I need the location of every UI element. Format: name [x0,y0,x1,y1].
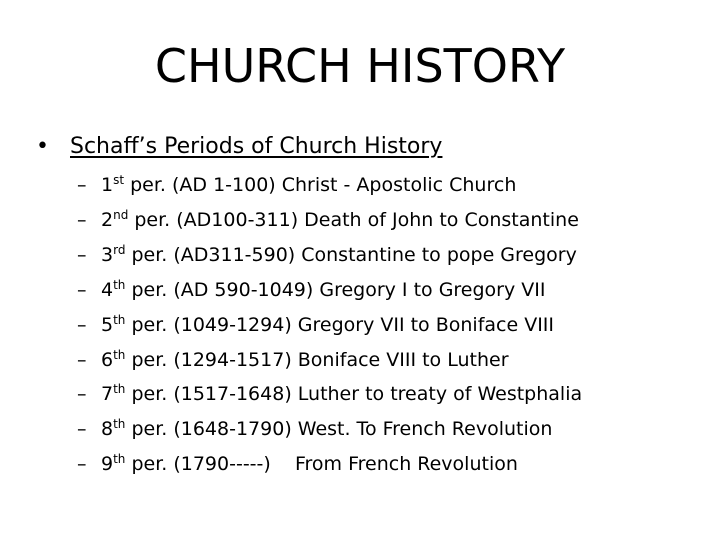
ordinal-suffix: th [113,382,126,397]
main-bullet [36,132,442,162]
period-text: per. (1049-1294) Gregory VII to Boniface VIII [125,313,555,336]
dash-marker: – [77,383,87,406]
ordinal-suffix: rd [113,242,126,257]
period-text: per. (AD100-311) Death of John to Constantine [128,208,579,231]
period-number: 8 [101,418,114,441]
period-number: 2 [101,208,114,231]
period-text: per. (1294-1517) Boniface VIII to Luther [125,348,509,371]
ordinal-suffix: th [113,277,126,292]
period-text: per. (AD311-590) Constantine to pope Gregory [125,243,577,266]
dash-marker: – [77,418,87,441]
list-item [77,343,582,378]
ordinal-suffix: th [113,312,126,327]
list-item [77,377,582,412]
period-text: per. (1648-1790) West. To French Revolution [125,418,553,441]
period-number: 1 [101,174,114,196]
list-item [77,273,582,308]
list-item [77,447,582,482]
period-number: 3 [101,243,114,266]
ordinal-suffix: th [113,452,126,467]
dash-marker: – [77,348,87,371]
list-item [77,203,582,238]
ordinal-suffix: nd [113,207,129,222]
ordinal-suffix: th [113,417,126,432]
period-number: 6 [101,348,114,371]
period-number: 5 [101,313,114,336]
period-text: per. (1790-----) From French Revolution [125,453,518,476]
dash-marker: – [77,174,87,196]
period-number: 9 [101,453,114,476]
period-number: 7 [101,383,114,406]
periods-list [77,168,582,482]
dash-marker: – [77,453,87,476]
list-item [77,168,582,203]
list-item [77,238,582,273]
slide-title: CHURCH HISTORY [154,39,566,93]
dash-marker: – [77,243,87,266]
period-number: 4 [101,278,114,301]
list-item [77,412,582,447]
ordinal-suffix: st [113,173,125,187]
dash-marker: – [77,278,87,301]
dash-marker: – [77,208,87,231]
period-text: per. (AD 1-100) Christ - Apostolic Church [124,174,517,196]
list-item [77,308,582,343]
period-text: per. (AD 590-1049) Gregory I to Gregory VII [125,278,546,301]
bullet-text: Schaff’s Periods of Church History [70,134,443,159]
period-text: per. (1517-1648) Luther to treaty of Westphalia [125,383,583,406]
ordinal-suffix: th [113,347,126,362]
dash-marker: – [77,313,87,336]
bullet-marker: • [36,134,49,159]
